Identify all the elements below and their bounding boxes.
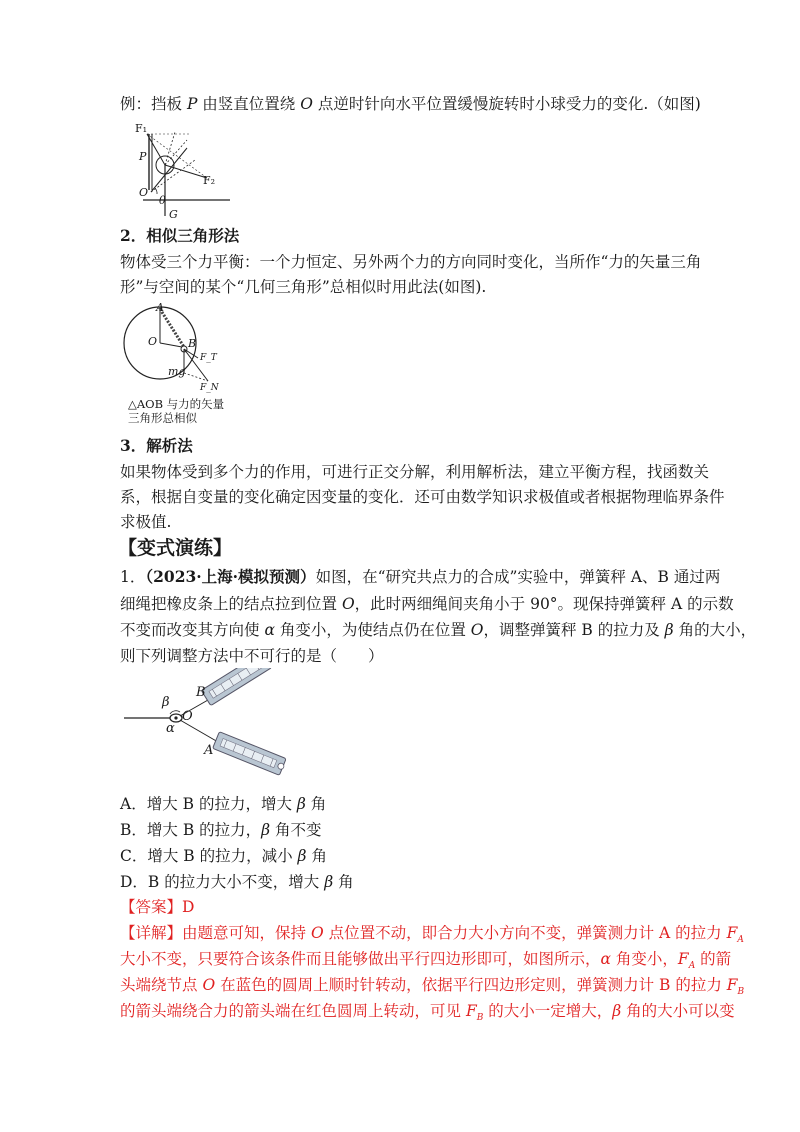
detail-label: 【详解】 [120,924,183,942]
section-2-title: 2．相似三角形法 [120,226,240,245]
var-beta: β [664,621,674,639]
subscript-B: B [476,1013,484,1024]
text: 的大小一定增大， [483,1002,613,1020]
label-B: B [188,337,197,350]
option-A[interactable] [120,794,326,814]
figure-rotating-board-svg [135,120,235,220]
text: 点逆时针向水平位置缓慢旋转时小球受力的变化.（如图) [312,95,701,113]
answer-label: 【答案】 [120,898,183,916]
label-alpha3: α [166,721,175,736]
text: 点位置不动，即合力大小方向不变，弹簧测力计 A 的拉力 [323,924,727,942]
label-O: O [139,186,149,199]
text: 角 [333,873,354,891]
text: 如图，在“研究共点力的合成”实验中，弹簧秤 A、B 通过两 [315,568,721,586]
detail-line-4 [120,1001,735,1028]
label-A: A [156,301,164,314]
label-FN: F_N [200,383,219,393]
var-alpha: α [600,950,611,968]
text: 角 [305,795,327,813]
text: A．增大 B 的拉力，增大 [120,795,297,813]
figure-rotating-board [135,120,235,220]
text: 角 [306,847,327,865]
question-1-line-2 [120,594,734,614]
section-3-line-3: 求极值. [120,513,172,531]
text: ，调整弹簧秤 B 的拉力及 [483,621,665,639]
var-beta: β [261,821,271,839]
section-2-line-1: 物体受三个力平衡：一个力恒定、另外两个力的方向同时变化，当所作“力的矢量三角 [120,253,702,271]
subscript-A: A [737,935,744,946]
answer-line [120,897,194,917]
subscript-A: A [688,961,696,972]
label-O3: O [182,709,193,724]
figure-similar-triangles-svg [120,303,230,393]
label-B3: B [196,685,206,700]
var-beta: β [296,795,306,813]
label-G: G [169,208,178,221]
var-O: O [202,976,216,994]
text: B．增大 B 的拉力， [120,821,262,839]
text: 角的大小可以变 [621,1002,735,1020]
text: 由题意可知，保持 [182,924,311,942]
section-3-line-2: 系，根据自变量的变化确定因变量的变化．还可由数学知识求极值或者根据物理临界条件 [120,488,725,506]
text: 角的大小， [673,621,757,639]
text: C．增大 B 的拉力，减小 [120,847,298,865]
figure-similar-triangles [120,301,230,425]
question-1-line-3 [120,620,756,640]
detail-line-3 [120,975,744,1002]
text: D．B 的拉力大小不变，增大 [120,873,325,891]
example-line [120,94,701,114]
figure-2-caption-2: 三角形总相似 [128,411,197,425]
var-O: O [341,595,355,613]
text: 角不变 [270,821,322,839]
option-D[interactable] [120,872,354,892]
figure-spring-scales [120,668,290,784]
detail-line-1 [120,923,744,950]
subscript-B: B [737,987,745,998]
var-O: O [300,95,313,113]
text: 头端绕节点 [120,976,203,994]
figure-2-caption-1: △AOB 与力的矢量 [128,397,225,411]
label-mg: mg [168,365,186,378]
var-P: P [186,95,198,113]
label-F2: F₂ [203,174,216,187]
label-P: P [139,150,147,163]
answer-value: D [182,898,195,916]
var-beta: β [324,873,334,891]
text: 的箭 [695,950,732,968]
section-3-line-1: 如果物体受到多个力的作用，可进行正交分解，利用解析法，建立平衡方程，找函数关 [120,463,710,481]
var-beta: β [297,847,307,865]
detail-line-2 [120,949,731,976]
text: 例：挡板 [120,95,187,113]
label-A3: A [204,743,214,758]
text: 大小不变，只要符合该条件而且能够做出平行四边形即可，如图所示， [120,950,601,968]
option-B[interactable] [120,820,322,840]
option-C[interactable] [120,846,327,866]
label-F1: F₁ [135,122,148,135]
text: 细绳把橡皮条上的结点拉到位置 [120,595,342,613]
question-source: （2023·上海·模拟预测） [145,567,316,586]
label-beta3: β [162,695,170,710]
section-3-title: 3．解析法 [120,436,193,455]
var-O: O [310,924,324,942]
var-F: F [465,1002,477,1020]
label-theta: θ [159,194,166,207]
section-2-line-2: 形”与空间的某个“几何三角形”总相似时用此法(如图). [120,278,487,296]
question-1-line-4: 则下列调整方法中不可行的是（ ） [120,647,384,665]
question-number: 1． [120,568,146,586]
text: 角变小，为使结点仍在位置 [274,621,471,639]
label-FT: F_T [200,353,217,363]
text: 的箭头端绕合力的箭头端在红色圆周上转动，可见 [120,1002,466,1020]
var-F: F [726,976,738,994]
var-F: F [726,924,738,942]
text: 在蓝色的圆周上顺时针转动，依据平行四边形定则，弹簧测力计 B 的拉力 [215,976,727,994]
var-alpha: α [264,621,275,639]
var-beta: β [612,1002,622,1020]
label-O2: O [148,335,158,348]
question-1-line-1 [120,567,720,587]
text: 由竖直位置绕 [197,95,301,113]
text: 角变小， [610,950,678,968]
var-O: O [470,621,484,639]
drill-heading: 【变式演练】 [118,537,233,559]
var-F: F [677,950,689,968]
text: 不变而改变其方向使 [120,621,265,639]
text: ，此时两细绳间夹角小于 90°。现保持弹簧秤 A 的示数 [354,595,734,613]
